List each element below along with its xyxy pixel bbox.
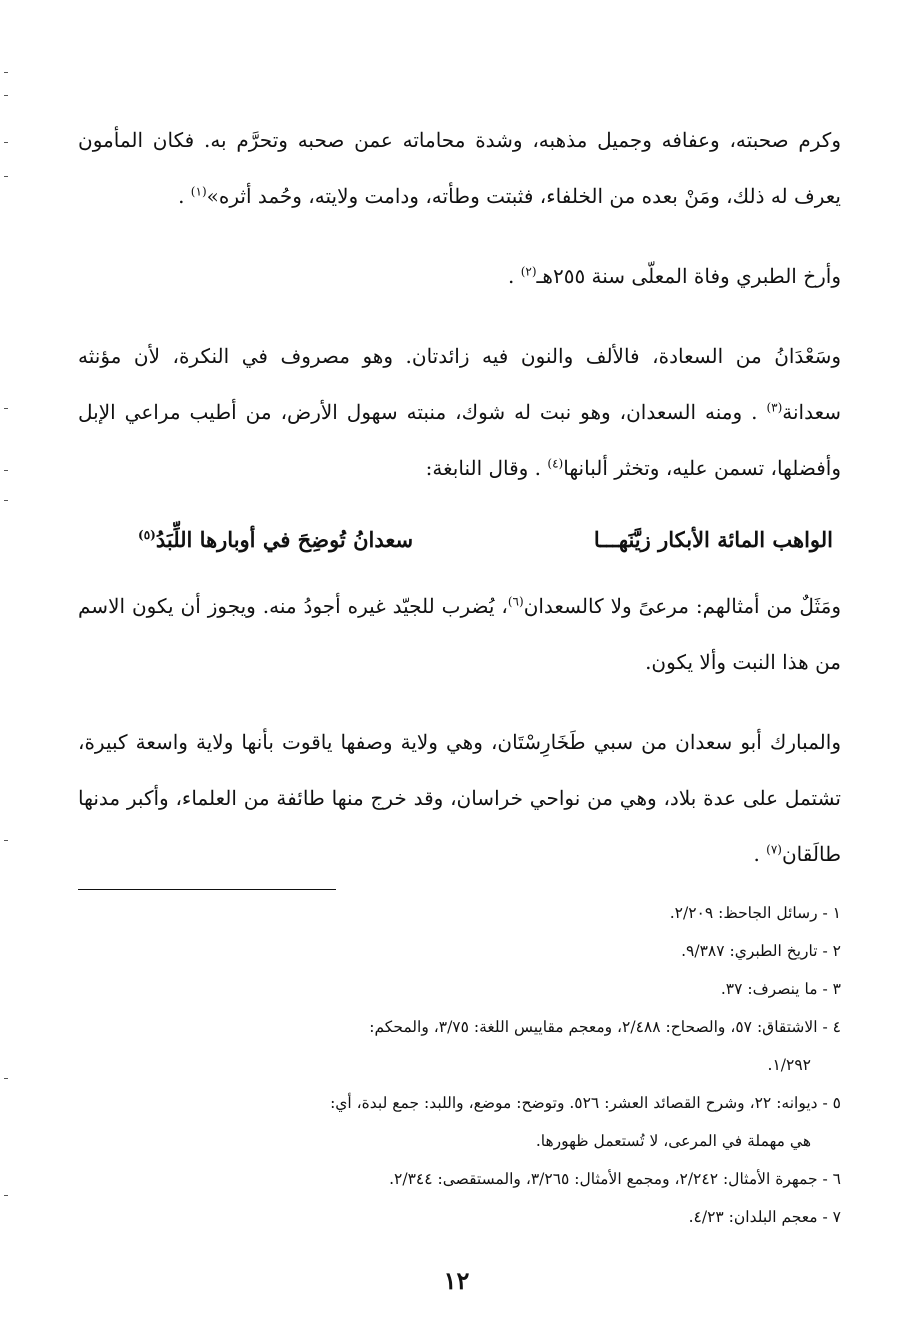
footnote-7: ٧ - معجم البلدان: ٤/٢٣. bbox=[688, 1208, 841, 1226]
main-text bbox=[78, 112, 841, 882]
verse-second-hemistich: سعدانُ تُوضِحَ في أوبارها اللِّبَدُ$^{(٥)}$ bbox=[138, 527, 414, 552]
paragraph-4: ومَثَلٌ من أمثالهم: مرعىً ولا كالسعدان$^{(٦)}$، يُضرب للجيّد غيره أجودُ منه. ويجوز أن يكون الاسم من هذا النبت وألا يكون. bbox=[78, 594, 841, 674]
poetry-verse bbox=[78, 512, 841, 568]
footnote-5: ٥ - ديوانه: ٢٢، وشرح القصائد العشر: ٥٢٦. وتوضح: موضع، واللبد: جمع لبدة، أي: bbox=[330, 1094, 841, 1112]
verse-first-hemistich: الواهب المائة الأبكار زيَّنَهـــا bbox=[593, 527, 833, 552]
footnotes bbox=[74, 896, 841, 1238]
footnote-ref-4[interactable]: (٤) bbox=[547, 456, 564, 471]
scan-edge-mark bbox=[4, 1195, 8, 1196]
footnote-5-continued: هي مهملة في المرعى، لا تُستعمل ظهورها. bbox=[535, 1132, 811, 1150]
footnote-2: ٢ - تاريخ الطبري: ٩/٣٨٧. bbox=[681, 942, 841, 960]
footnote-ref-2[interactable]: (٢) bbox=[520, 264, 537, 279]
footnote-ref-3[interactable]: (٣) bbox=[766, 400, 783, 415]
scan-edge-mark bbox=[4, 142, 8, 143]
scan-edge-mark bbox=[4, 470, 8, 471]
paragraph-2: وأرخ الطبري وفاة المعلّى سنة ٢٥٥هـ$^{(٢)}$ . bbox=[508, 264, 841, 288]
footnote-ref-1[interactable]: (١) bbox=[190, 184, 207, 199]
paragraph-1: وكرم صحبته، وعفافه وجميل مذهبه، وشدة محاماته عمن صحبه وتحرَّم به. فكان المأمون يعرف له ذلك، ومَنْ بعده من الخلفاء، فثبتت وطأته، ودامت ولايته، وحُمد أثره»$^{(١)}$ . bbox=[78, 128, 841, 208]
footnote-4: ٤ - الاشتقاق: ٥٧، والصحاح: ٢/٤٨٨، ومعجم مقاييس اللغة: ٣/٧٥، والمحكم: bbox=[369, 1018, 841, 1036]
footnote-4-continued: ١/٢٩٢. bbox=[767, 1056, 811, 1074]
scan-edge-mark bbox=[4, 176, 8, 177]
scan-edge-mark bbox=[4, 500, 8, 501]
footnote-6: ٦ - جمهرة الأمثال: ٢/٢٤٢، ومجمع الأمثال: ٣/٢٦٥، والمستقصى: ٢/٣٤٤. bbox=[389, 1170, 841, 1188]
paragraph-5: والمبارك أبو سعدان من سبي طَخَارِسْتَان، وهي ولاية وصفها ياقوت بأنها ولاية واسعة كبيرة، تشتمل على عدة بلاد، وهي من نواحي خراسان، وقد خرج منها طائفة من العلماء، وأكبر مدنها طالَقان$^{(٧)}$ . bbox=[78, 730, 841, 866]
scan-edge-mark bbox=[4, 840, 8, 841]
footnote-1: ١ - رسائل الجاحظ: ٢/٢٠٩. bbox=[669, 904, 841, 922]
footnote-ref-5[interactable]: (٥) bbox=[138, 528, 156, 542]
scan-edge-mark bbox=[4, 72, 8, 73]
page-number: ١٢ bbox=[443, 1266, 470, 1295]
footnote-separator bbox=[78, 889, 336, 890]
footnote-ref-6[interactable]: (٦) bbox=[507, 594, 524, 609]
footnote-3: ٣ - ما ينصرف: ٣٧. bbox=[720, 980, 841, 998]
scan-edge-mark bbox=[4, 408, 8, 409]
footnote-ref-7[interactable]: (٧) bbox=[766, 842, 782, 857]
scan-edge-mark bbox=[4, 1078, 8, 1079]
scan-edge-mark bbox=[4, 95, 8, 96]
paragraph-3: وسَعْدَانُ من السعادة، فالألف والنون فيه زائدتان. وهو مصروف في النكرة، لأن مؤنثه سعدانة$^{(٣)}$ . ومنه السعدان، وهو نبت له شوك، منبته سهول الأرض، من أطيب مراعي الإبل وأفضلها، تسمن عليه، وتخثر ألبانها$^{(٤)}$ . وقال النابغة: bbox=[78, 344, 842, 480]
